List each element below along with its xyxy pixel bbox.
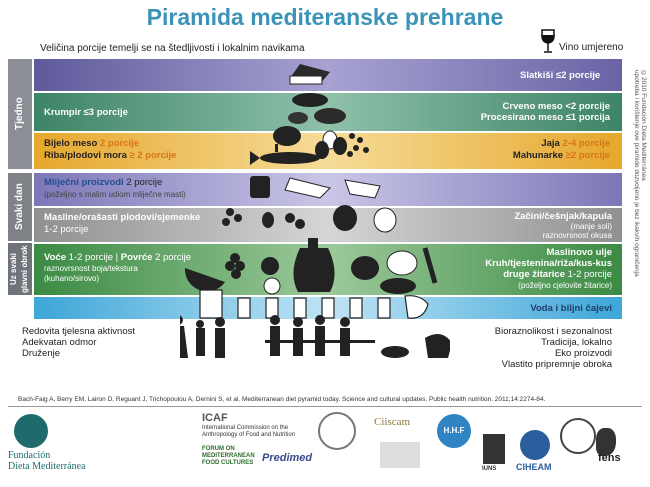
label-potatoes: Krumpir ≤3 porcije xyxy=(44,107,128,118)
cake-icon xyxy=(290,64,330,84)
label-grains-note: (poželjno cjelovite žitarice) xyxy=(518,281,612,290)
subtitle: Veličina porcije temelji se na štedljivosti i lokalnim navikama xyxy=(40,43,305,54)
label-fruit-note2: (kuhano/sirovo) xyxy=(44,274,100,283)
side-label-every-meal: Uz svaki glavni obrok xyxy=(8,243,32,295)
label-nuts: Masline/orašasti plodovi/sjemenke xyxy=(44,212,201,223)
label-dairy-note: (poželjno s malim udiom mliječne masti) xyxy=(44,190,186,199)
label-spices: Začini/češnjak/kapula xyxy=(514,211,612,222)
label-legumes: Mahunarke ≥2 porcije xyxy=(512,150,610,161)
ciheam-logo-text: CIHEAM xyxy=(516,462,552,472)
school-logo-icon xyxy=(380,442,420,468)
label-eggs: Jaja 2-4 porcije xyxy=(541,138,610,149)
fundacion-logo-text: Fundación Dieta Mediterránea xyxy=(8,450,86,472)
label-fruit-veg: Voće 1-2 porcije | Povrće 2 porcije xyxy=(44,252,191,263)
label-nuts-portions: 1-2 porcije xyxy=(44,224,89,235)
lifestyle-right-list xyxy=(450,326,612,370)
forum-logo: FORUM ON MEDITERRANEAN FOOD CULTURES xyxy=(202,446,255,466)
grains-icon xyxy=(351,248,435,294)
label-white-meat: Bijelo meso 2 porcije xyxy=(44,138,140,149)
predimed-logo: Predimed xyxy=(262,452,313,464)
nuts-icon xyxy=(222,208,305,229)
lifestyle-social: Druženje xyxy=(22,348,61,359)
label-processed-meat: Procesirano meso ≤1 porcija xyxy=(480,112,610,123)
ciheam-logo-icon xyxy=(520,430,550,460)
people-silhouettes-icon xyxy=(180,315,450,358)
citation: Bach-Faig A, Berry EM, Lairon D, Reguant J, Trichopoulou A, Dernini S, et al. Mediterranean diet pyramid today. Science and cultural updates. Public health nutrition. 2011;14:2274-84. xyxy=(18,396,546,403)
label-water: Voda i biljni čajevi xyxy=(530,303,612,314)
meat-icon xyxy=(288,93,346,124)
side-label-weekly: Tjedno xyxy=(8,59,32,169)
hhf-logo: H.H.F xyxy=(437,414,471,448)
label-grains-portions: druge žitarice 1-2 porcije xyxy=(503,269,612,280)
label-sweets: Slatkiši ≤2 porcije xyxy=(520,70,601,81)
iuns-logo-text: IUNS xyxy=(482,466,497,472)
fruit-vegetables-icon xyxy=(185,253,280,294)
wine-glass-icon xyxy=(540,28,556,54)
label-dairy: Mliječni proizvodi 2 porcije xyxy=(44,177,163,188)
divider xyxy=(8,406,642,407)
africa-seal-icon xyxy=(560,418,596,454)
olive-oil-icon xyxy=(293,238,334,292)
fish-icon xyxy=(250,151,320,165)
lifestyle-biodiversity: Bioraznolikost i sezonalnost xyxy=(494,326,612,337)
icaf-logo: ICAF xyxy=(202,412,228,424)
lifestyle-rest: Adekvatan odmor xyxy=(22,337,97,348)
iuns-logo-icon xyxy=(483,434,505,464)
fundacion-logo-icon xyxy=(14,414,48,448)
ciiscam-logo: Ciiscam xyxy=(374,416,411,428)
legumes-icon xyxy=(347,133,369,157)
side-label-daily: Svaki dan xyxy=(8,173,32,241)
water-glasses-icon xyxy=(200,290,428,318)
label-grains: Kruh/tjestenina/riža/kus-kus xyxy=(485,258,612,269)
label-fruit-note1: raznovrsnost boja/tekstura xyxy=(44,264,138,273)
label-red-meat: Crveno meso <2 porcije xyxy=(502,101,610,112)
page-title: Piramida mediteranske prehrane xyxy=(146,4,504,30)
fens-logo: fens xyxy=(598,452,621,464)
label-spices-note1: (manje soli) xyxy=(570,222,612,231)
wine-label: Vino umjereno xyxy=(559,42,624,53)
pyramid-food-illustrations xyxy=(180,58,450,358)
dairy-icon xyxy=(250,176,380,198)
lifestyle-activity: Redovita tjelesna aktivnost xyxy=(22,326,136,337)
university-seal-icon xyxy=(318,412,356,450)
lifestyle-eco: Eko proizvodi xyxy=(554,348,612,359)
label-fish: Riba/plodovi mora ≥ 2 porcije xyxy=(44,150,177,161)
lifestyle-cooking: Vlastito pripremnje obroka xyxy=(501,359,612,370)
chicken-icon xyxy=(273,126,301,152)
icaf-logo-text: International Commission on the Anthropology of Food and Nutrition xyxy=(202,425,296,438)
lifestyle-tradition: Tradicija, lokalno xyxy=(541,337,612,348)
eggs-icon xyxy=(315,131,347,159)
label-olive-oil: Maslinovo ulje xyxy=(546,247,612,258)
label-spices-note2: raznovrsnost okusa xyxy=(542,231,612,240)
copyright-notice: ©2010 Fundación Dieta Mediterránea upotreba i korištenje ove piramide dozvoljeno je bez ikakvih ograničenja xyxy=(633,70,647,277)
lifestyle-left-list xyxy=(22,326,135,359)
onion-icon xyxy=(333,205,396,232)
